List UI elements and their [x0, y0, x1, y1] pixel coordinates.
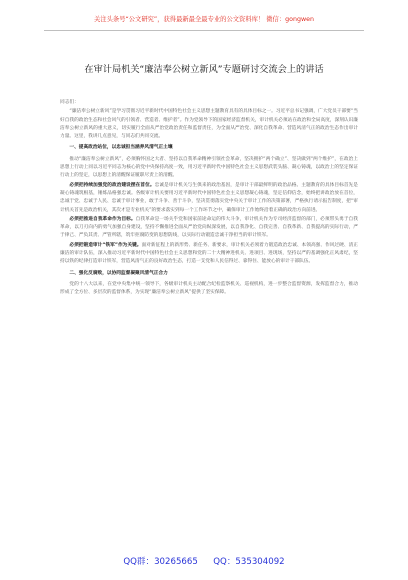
- body-paragraph: 必须把推进自我革命作为目标。自我革命是一场关乎党和国家前途命运的伟大斗争，审计机关作为专司经济监督的部门，必须带头勇于自我革命，以刀刃向内的勇气加强自身建设，坚持不懈推进全面从严治党向纵深发展，以自我净化、自我完善、自我革新、自我提高的实际行动，严于律己、严负其责、严管所辖，筑牢拒腐防变的思想防线，以实际行动锻造忠诚干净担当的审计铁军。: [60, 216, 358, 239]
- footer-qq-group: QQ群：30265665: [123, 557, 198, 567]
- banner-divider: [44, 30, 364, 31]
- section-heading: 一、提高政治站位，以忠诚担当涵养风清气正土壤: [69, 145, 173, 151]
- body-paragraph: 必须把锻造审计“铁军”作为关键。面对新征程上的新形势、新任务、新要求，审计机关必须着力锻造政治忠诚、本领高强、作风过硬、清正廉洁的审计队伍，深入推动习近平新时代中国特色社会主义思想和党的二十大精神进机关、进项目、进现场，坚持以严的基调强化正风肃纪，坚持以铁的纪律打造审计铁军，营造风清气正的良好政治生态，打造一支党和人民信得过、靠得住、能放心的审计干部队伍。: [60, 242, 358, 265]
- paragraph-lead-phrase: 必须把持续加强党的政治建设摆在首位。: [69, 182, 155, 188]
- footer-contact: [0, 556, 408, 568]
- paragraph-lead-phrase: 必须把推进自我革命作为目标。: [69, 216, 136, 222]
- body-paragraph: 必须把持续加强党的政治建设摆在首位。忠诚是审计机关与生俱来的政治基因，是审计干部最鲜明的政治品格。主题教育的具体目标首先是凝心铸魂筑根基，锤炼品格强忠诚。各级审计机关要用习近平新时代中国特色社会主义思想凝心铸魂，坚定信仰信念，始终把讲政治放在首位，忠诚于党、忠诚于人民、忠诚于审计事业，敢于斗争、善于斗争，坚决贯彻落实党中央关于审计工作的决策部署，严格执行请示报告制度，把“审计机关首先是政治机关，其次才是专业机关”的要求落实到每一个工作环节之中，确保审计工作始终沿着正确的政治方向前进。: [60, 182, 358, 213]
- paragraph-list: [60, 108, 358, 297]
- top-banner: 关注头条号“公文研究”，获得最新最全最专业的公文资料库！ 微信：gongwen: [94, 16, 314, 23]
- document-title: 在审计局机关“廉洁奉公树立新风”专题研讨交流会上的讲话: [84, 64, 324, 75]
- section-heading: 二、强化反腐败，以协同监督凝聚风清气正合力: [69, 270, 168, 276]
- body-paragraph: 党的十八大以来，在党中央集中统一领导下，各级审计机关主动配合纪检监察机关、巡视机构，进一步整合监督资源，发挥监督合力，推动形成了全方位、多层次的监督体系，为实现“廉洁奉公树立新风”提供了坚实保障。: [60, 281, 358, 296]
- body-paragraph: “廉洁奉公树立新风”是学习贯彻习近平新时代中国特色社会主义思想主题教育具有的具体目标之一。习近平总书记强调，广大党员干部要“当好自我的政治生态和社会风气的引领者、营造者、维护者”。作为党领导下的国家经济监督机关，审计机关必须站在政治和全局高度，深刻认识廉洁奉公树立新风的重大意义，切实履行全面从严治党政治责任和监督责任，为全面从严治党、深化自我革命、营造风清气正的政治生态作出审计力量。这里，我讲几点意见，与同志们共同交流。: [60, 109, 358, 140]
- footer-qq: QQ：535304092: [213, 557, 285, 567]
- salutation: 同志们：: [60, 100, 79, 105]
- document-body: [60, 99, 358, 299]
- body-paragraph: 推动“廉洁奉公树立新风”，必须胸怀国之大者、坚持以自我革命精神引领社会革命，坚决拥护“两个确立”、坚决做到“两个维护”，在政治上思想上行动上同以习近平同志为核心的党中央保持高度一致，用习近平新时代中国特色社会主义思想武装头脑、凝心铸魂，以政治上的坚定保证行动上的坚定，以思想上的清醒保证履职尽责上的清醒。: [60, 156, 358, 179]
- paragraph-lead-phrase: 必须把锻造审计“铁军”作为关键。: [69, 242, 142, 248]
